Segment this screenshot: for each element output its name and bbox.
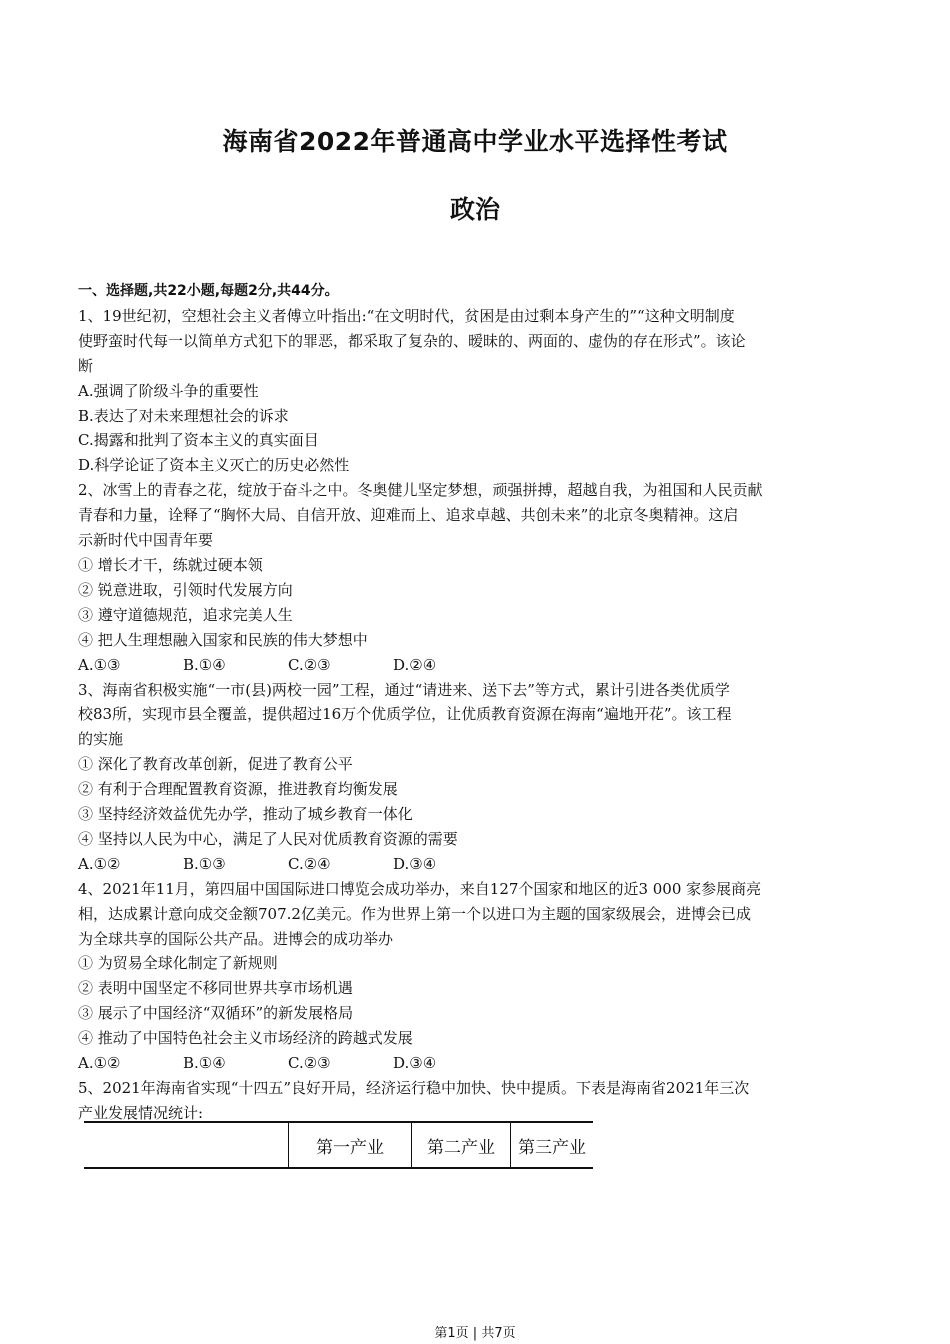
q4-item-2: ② 表明中国坚定不移同世界共享市场机遇 [78,979,353,998]
q4-item-4: ④ 推动了中国特色社会主义市场经济的跨越式发展 [78,1029,413,1048]
table-header-cell: 第三产业 [511,1122,594,1168]
q2-item-2: ② 锐意进取，引领时代发展方向 [78,580,293,599]
q4-choice-b: B.①④ [183,1054,226,1073]
table-header-row [84,1122,593,1168]
question-3 [78,678,868,877]
q3-stem-line: 的实施 [78,730,124,749]
q2-stem-line: 示新时代中国青年要 [78,531,214,550]
q3-item-4: ④ 坚持以人民为中心，满足了人民对优质教育资源的需要 [78,829,458,848]
q1-stem-line: 1、19世纪初，空想社会主义者傅立叶指出:“在文明时代，贫困是由过剩本身产生的”“这种文明制度 [78,306,735,325]
q3-choice-d: D.③④ [393,854,437,873]
q4-stem-line: 相，达成累计意向成交金额707.2亿美元。作为世界上第一个以进口为主题的国家级展会，进博会已成 [78,904,751,923]
table-header-cell: 第一产业 [289,1122,412,1168]
q2-choice-a: A.①③ [78,655,121,674]
q2-choices [78,653,868,678]
q3-item-2: ② 有利于合理配置教育资源，推进教育均衡发展 [78,780,398,799]
q4-item-3: ③ 展示了中国经济“双循环”的新发展格局 [78,1004,354,1023]
q2-stem-line: 青春和力量，诠释了“胸怀大局、自信开放、迎难而上、追求卓越、共创未来”的北京冬奥精神。这启 [78,506,739,525]
q4-choice-a: A.①② [78,1054,121,1073]
q1-option-c: C.揭露和批判了资本主义的真实面目 [78,431,319,450]
q3-stem-line: 3、海南省积极实施“一市(县)两校一园”工程，通过“请进来、送下去”等方式，累计引进各类优质学 [78,680,730,699]
q1-option-a: A.强调了阶级斗争的重要性 [78,381,259,400]
q5-stem-line: 产业发展情况统计: [78,1103,204,1122]
section-heading: 一、选择题,共22小题,每题2分,共44分。 [78,283,339,299]
q3-item-1: ① 深化了教育改革创新，促进了教育公平 [78,755,353,774]
q2-choice-d: D.②④ [393,655,437,674]
q5-stem-line: 5、2021年海南省实现“十四五”良好开局，经济运行稳中加快、快中提质。下表是海南省2021年三次 [78,1079,750,1097]
question-1 [78,304,868,478]
question-5 [78,1076,868,1126]
q2-stem-line: 2、冰雪上的青春之花，绽放于奋斗之中。冬奥健儿坚定梦想，顽强拼搏，超越自我，为祖国和人民贡献 [78,481,763,500]
q2-choice-b: B.①④ [183,655,226,674]
q4-choice-d: D.③④ [393,1054,437,1073]
q3-choice-c: C.②④ [288,854,331,873]
q3-item-3: ③ 坚持经济效益优先办学，推动了城乡教育一体化 [78,805,413,824]
question-2 [78,478,868,677]
q2-choice-c: C.②③ [288,655,331,674]
question-4 [78,877,868,1076]
subject-title: 政治 [449,195,500,224]
q3-stem-line: 校83所，实现市县全覆盖，提供超过16万个优质学位，让优质教育资源在海南“遍地开花”。该工程 [78,705,732,724]
industry-stats-table [84,1121,593,1169]
q4-stem-line: 4、2021年11月，第四届中国国际进口博览会成功举办，来自127个国家和地区的近3 000 家参展商亮 [78,879,762,898]
q4-item-1: ① 为贸易全球化制定了新规则 [78,954,278,973]
q2-item-3: ③ 遵守道德规范，追求完美人生 [78,605,293,624]
page-footer: 第1页 | 共7页 [434,1326,516,1341]
q2-item-1: ① 增长才干，练就过硬本领 [78,555,263,574]
exam-title: 海南省2022年普通高中学业水平选择性考试 [222,127,728,156]
q4-stem-line: 为全球共享的国际公共产品。进博会的成功举办 [78,929,394,948]
q1-option-b: B.表达了对未来理想社会的诉求 [78,406,289,425]
q3-choices [78,852,868,877]
q1-option-d: D.科学论证了资本主义灭亡的历史必然性 [78,456,350,475]
question-body [78,279,868,1126]
table-header-cell [84,1122,289,1168]
q3-choice-b: B.①③ [183,854,226,873]
q2-item-4: ④ 把人生理想融入国家和民族的伟大梦想中 [78,630,368,649]
table-header-cell: 第二产业 [412,1122,511,1168]
q1-stem-line: 使野蛮时代每一以简单方式犯下的罪恶，都采取了复杂的、暧昧的、两面的、虚伪的存在形式”。该论 [78,331,746,350]
q4-choice-c: C.②③ [288,1054,331,1073]
q3-choice-a: A.①② [78,854,121,873]
q4-choices [78,1051,868,1076]
q1-stem-line: 断 [78,356,94,375]
